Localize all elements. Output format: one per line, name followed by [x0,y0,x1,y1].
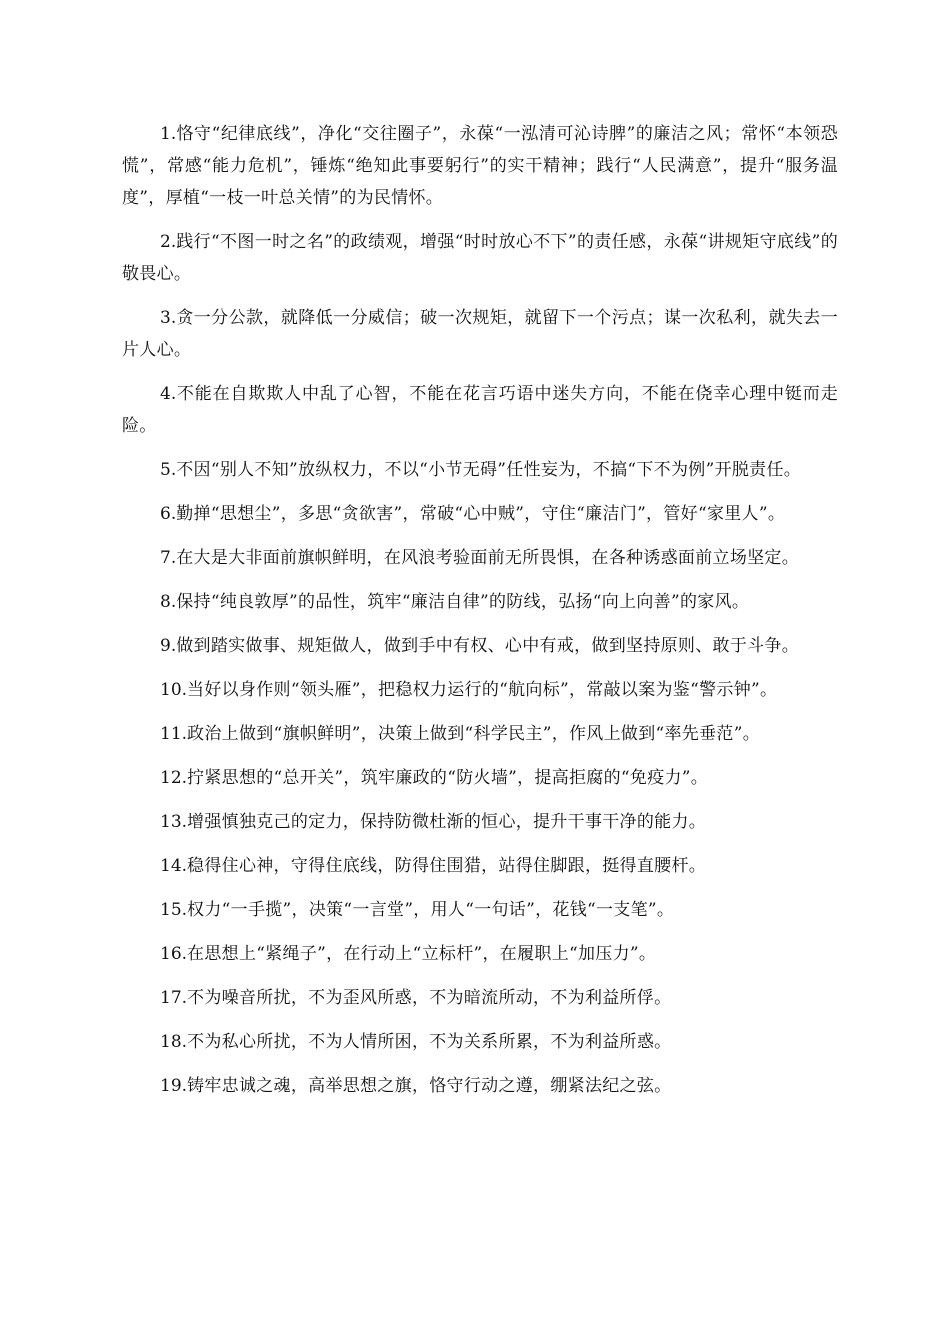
item-number: 17. [160,988,188,1008]
item-number: 4. [160,384,177,404]
item-text: 贪一分公款，就降低一分威信；破一次规矩，就留下一个污点；谋一次私利，就失去一片人心。 [122,308,838,360]
list-item [122,378,838,442]
list-item [122,302,838,366]
item-number: 8. [160,592,177,612]
list-item [122,938,838,970]
item-number: 9. [160,636,177,656]
item-number: 12. [160,768,188,788]
item-text: 不因“别人不知”放纵权力，不以“小节无碍”任性妄为，不搞“下不为例”开脱责任。 [176,460,802,480]
list-item [122,1070,838,1102]
item-text: 当好以身作则“领头雁”，把稳权力运行的“航向标”，常敲以案为鉴“警示钟”。 [187,680,778,700]
item-text: 政治上做到“旗帜鲜明”，决策上做到“科学民主”，作风上做到“率先垂范”。 [187,724,760,744]
list-item [122,718,838,750]
item-text: 在大是大非面前旗帜鲜明，在风浪考验面前无所畏惧，在各种诱惑面前立场坚定。 [176,548,800,568]
item-number: 5. [160,460,177,480]
item-number: 10. [160,680,188,700]
item-number: 14. [160,856,188,876]
list-item [122,850,838,882]
list-item [122,762,838,794]
list-item [122,806,838,838]
item-number: 16. [160,944,188,964]
item-text: 增强慎独克己的定力，保持防微杜渐的恒心，提升干事干净的能力。 [187,812,707,832]
item-number: 13. [160,812,188,832]
list-item [122,542,838,574]
item-number: 2. [160,232,177,252]
item-text: 恪守“纪律底线”，净化“交往圈子”，永葆“一泓清可沁诗脾”的廉洁之风；常怀“本领恐慌”，常感“能力危机”，锤炼“绝知此事要躬行”的实干精神；践行“人民满意”，提升“服务温度”，厚植“一枝一叶总关情”的为民情怀。 [122,124,838,208]
item-text: 勤掸“思想尘”，多思“贪欲害”，常破“心中贼”，守住“廉洁门”，管好“家里人”。 [176,504,786,524]
list-item [122,894,838,926]
list-item [122,118,838,214]
item-number: 18. [160,1032,188,1052]
item-text: 不为私心所扰，不为人情所困，不为关系所累，不为利益所惑。 [187,1032,672,1052]
item-text: 不能在自欺欺人中乱了心智，不能在花言巧语中迷失方向，不能在侥幸心理中铤而走险。 [122,384,838,436]
item-text: 践行“不图一时之名”的政绩观，增强“时时放心不下”的责任感，永葆“讲规矩守底线”的敬畏心。 [122,232,838,284]
list-item [122,586,838,618]
item-number: 3. [160,308,177,328]
item-number: 19. [160,1076,188,1096]
item-number: 11. [160,724,188,744]
item-number: 7. [160,548,177,568]
document-page [122,118,838,1114]
list-item [122,1026,838,1058]
item-text: 权力“一手揽”，决策“一言堂”，用人“一句话”，花钱“一支笔”。 [187,900,675,920]
item-text: 做到踏实做事、规矩做人，做到手中有权、心中有戒，做到坚持原则、敢于斗争。 [176,636,800,656]
list-item [122,982,838,1014]
item-text: 不为噪音所扰，不为歪风所惑，不为暗流所动，不为利益所俘。 [187,988,672,1008]
item-number: 15. [160,900,188,920]
list-item [122,630,838,662]
item-number: 1. [160,124,177,144]
item-number: 6. [160,504,177,524]
item-text: 保持“纯良敦厚”的品性，筑牢“廉洁自律”的防线，弘扬“向上向善”的家风。 [176,592,750,612]
item-text: 稳得住心神，守得住底线，防得住围猎，站得住脚跟，挺得直腰杆。 [187,856,707,876]
list-item [122,674,838,706]
item-text: 铸牢忠诚之魂，高举思想之旗，恪守行动之遵，绷紧法纪之弦。 [187,1076,672,1096]
list-item [122,498,838,530]
item-text: 拧紧思想的“总开关”，筑牢廉政的“防火墙”，提高拒腐的“免疫力”。 [187,768,709,788]
list-item [122,226,838,290]
list-item [122,454,838,486]
item-text: 在思想上“紧绳子”，在行动上“立标杆”，在履职上“加压力”。 [187,944,657,964]
